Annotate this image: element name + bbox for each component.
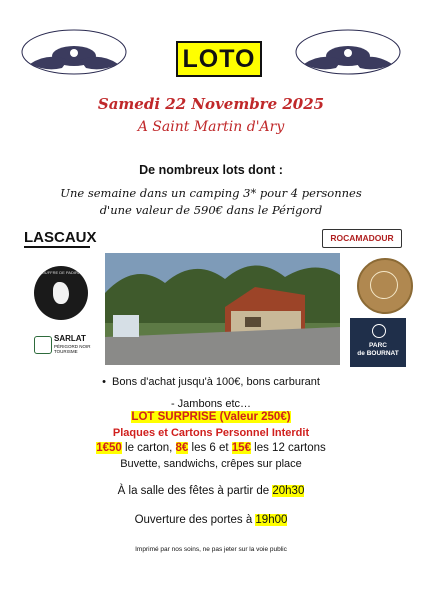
prize-line-1: Une semaine dans un camping 3* pour 4 personnes [60,186,362,200]
event-place: A Saint Martin d'Ary [137,119,285,135]
venue-line [0,485,422,497]
logo-parc-bournat [350,318,406,367]
sarlat-icon [34,336,52,354]
price-2-rest: les 6 et [188,442,232,454]
doors-line [0,514,422,526]
vouchers-line [0,376,422,388]
logo-rocamadour: ROCAMADOUR [322,229,402,248]
logo-sarlat: SARLAT [54,334,86,343]
gouffre-emblem-shape [53,282,69,304]
logo-parc-line1: PARC [369,342,387,349]
doors-text: Ouverture des portes à [134,514,256,526]
logo-gouffre-label: GOUFFRE DE PADIRAC [38,270,84,275]
logo-sarlat-sub: PÉRIGORD NOIR TOURISME [54,344,91,354]
bullet: • [102,376,113,388]
logo-gouffre [34,266,88,320]
price-2: 8€ [175,442,189,454]
logo-lascaux-underline [24,246,90,248]
vouchers-text: Bons d'achat jusqu'à 100€, bons carburant [112,376,320,388]
footer-note: Imprimé par nos soins, ne pas jeter sur la voie public [135,546,287,553]
price-1: 1€50 [96,442,122,454]
logo-parc-line2: de BOURNAT [357,350,399,357]
buvette-line: Buvette, sandwichs, crêpes sur place [120,458,302,470]
prizes-intro: De nombreux lots dont : [139,163,283,177]
doors-time: 19h00 [255,514,288,526]
logo-lascaux: LASCAUX [24,229,97,246]
venue-text: À la salle des fêtes à partir de [117,485,273,497]
event-date: Samedi 22 Novembre 2025 [97,95,325,113]
seal-badge [357,258,413,314]
price-3: 15€ [231,442,251,454]
warning-text: Plaques et Cartons Personnel Interdit [112,427,310,439]
hams-line: - Jambons etc… [170,398,252,410]
title-loto: LOTO [176,41,262,77]
price-3-rest: les 12 cartons [250,442,326,454]
campsite-photo [105,253,340,365]
emblem-left [18,26,130,78]
surprise-text: LOT SURPRISE (Valeur 250€) [131,411,291,423]
price-1-rest: le carton, [121,442,176,454]
price-line [0,442,422,454]
surprise-line [0,411,422,423]
prize-line-2: d'une valeur de 590€ dans le Périgord [99,203,323,217]
emblem-right [292,26,404,78]
windmill-icon [372,324,386,338]
venue-time: 20h30 [272,485,305,497]
warning-line [0,427,422,439]
